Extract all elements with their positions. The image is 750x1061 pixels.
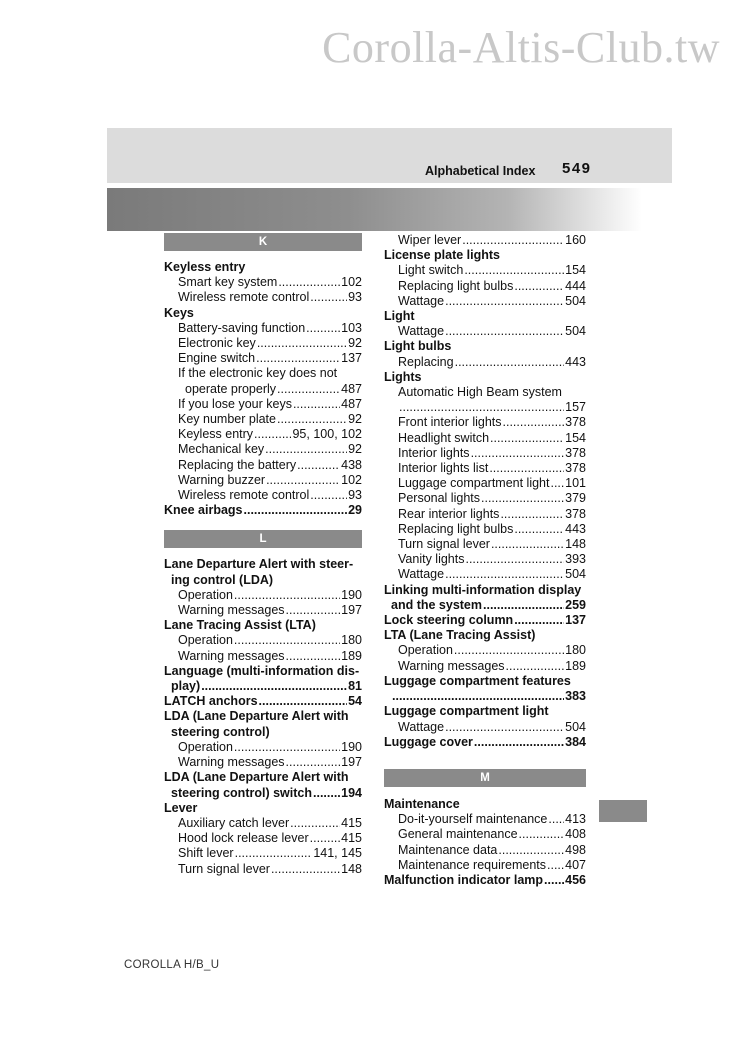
entry-label: Replacing light bulbs xyxy=(398,278,514,293)
entry-label: Replacing xyxy=(398,354,454,369)
index-heading: Lane Departure Alert with steer- xyxy=(164,557,354,572)
entry-label: Interior lights list xyxy=(398,461,489,476)
dot-leader xyxy=(500,507,564,522)
entry-label: Electronic key xyxy=(178,336,256,351)
entry-pages: 498 xyxy=(565,842,586,857)
dot-leader xyxy=(399,400,564,415)
entry-pages: 29 xyxy=(348,503,362,518)
dot-leader xyxy=(548,812,564,827)
index-subentry xyxy=(384,491,586,506)
entry-pages: 378 xyxy=(565,461,586,476)
index-heading: Linking multi-information display xyxy=(384,582,582,597)
entry-label: Warning buzzer xyxy=(178,472,266,487)
dot-leader xyxy=(519,827,565,842)
index-heading: Lights xyxy=(384,369,422,384)
entry-pages: 443 xyxy=(565,521,586,536)
entry-pages: 92 xyxy=(348,412,362,427)
index-heading: Maintenance xyxy=(384,796,460,811)
entry-label: Turn signal lever xyxy=(398,537,490,552)
index-entry xyxy=(384,873,586,888)
entry-pages: 504 xyxy=(565,293,586,308)
entry-label: Luggage compartment light xyxy=(398,476,550,491)
entry-label: and the system xyxy=(391,597,483,612)
entry-label: Knee airbags xyxy=(164,503,243,518)
index-entry xyxy=(384,689,586,704)
index-column-left xyxy=(164,233,362,877)
entry-label: Keyless entry xyxy=(178,427,254,442)
dot-leader xyxy=(544,873,564,888)
dot-leader xyxy=(498,843,564,858)
section-letter-m: M xyxy=(384,769,586,787)
entry-label: Shift lever xyxy=(178,846,234,861)
entry-pages: 383 xyxy=(565,689,586,704)
index-entry xyxy=(384,735,586,750)
index-subentry xyxy=(384,279,586,294)
index-heading: Keys xyxy=(164,305,194,320)
entry-label: Operation xyxy=(178,587,233,602)
entry-label: Front interior lights xyxy=(398,415,502,430)
index-subentry xyxy=(384,355,586,370)
index-heading: ing control (LDA) xyxy=(171,572,274,587)
entry-pages: 415 xyxy=(341,815,362,830)
entry-pages: 141, 145 xyxy=(313,846,362,861)
gradient-band xyxy=(107,188,642,231)
dot-leader xyxy=(455,355,565,370)
index-subentry xyxy=(384,843,586,858)
dot-leader xyxy=(271,862,340,877)
dot-leader xyxy=(491,537,564,552)
page-number: 549 xyxy=(562,160,592,177)
index-subentry xyxy=(384,446,586,461)
entry-pages: 504 xyxy=(565,324,586,339)
index-subentry xyxy=(384,858,586,873)
entry-label: Warning messages xyxy=(178,648,285,663)
dot-leader xyxy=(445,324,564,339)
dot-leader xyxy=(481,491,564,506)
index-heading: Lane Tracing Assist (LTA) xyxy=(164,618,316,633)
index-subentry xyxy=(384,233,586,248)
dot-leader xyxy=(257,336,347,351)
entry-pages: 102 xyxy=(341,275,362,290)
dot-leader xyxy=(445,294,564,309)
index-subentry-text: Automatic High Beam system xyxy=(398,385,562,400)
dot-leader xyxy=(290,816,340,831)
entry-pages: 197 xyxy=(341,603,362,618)
index-heading: Light bulbs xyxy=(384,339,452,354)
index-subentry xyxy=(164,351,362,366)
entry-pages: 102 xyxy=(341,472,362,487)
index-subentry xyxy=(384,827,586,842)
entry-label: Operation xyxy=(178,739,233,754)
entry-pages: 504 xyxy=(565,567,586,582)
dot-leader xyxy=(483,598,564,613)
index-subentry xyxy=(164,473,362,488)
entry-pages: 408 xyxy=(565,827,586,842)
entry-label: Do-it-yourself maintenance xyxy=(398,812,548,827)
index-subentry xyxy=(384,643,586,658)
entry-label: play) xyxy=(171,679,201,694)
entry-label: General maintenance xyxy=(398,827,518,842)
index-subentry xyxy=(164,755,362,770)
index-heading: Language (multi-information dis- xyxy=(164,663,360,678)
entry-label: Hood lock release lever xyxy=(178,831,309,846)
entry-pages: 154 xyxy=(565,263,586,278)
entry-pages: 378 xyxy=(565,445,586,460)
dot-leader xyxy=(310,488,347,503)
dot-leader xyxy=(310,290,347,305)
dot-leader xyxy=(235,846,313,861)
entry-label: Personal lights xyxy=(398,491,480,506)
entry-label: Warning messages xyxy=(178,755,285,770)
entry-label: Warning messages xyxy=(398,658,505,673)
index-subentry xyxy=(164,397,362,412)
dot-leader xyxy=(256,351,340,366)
dot-leader xyxy=(297,458,340,473)
index-subentry xyxy=(164,336,362,351)
entry-pages: 101 xyxy=(565,476,586,491)
entry-label: Luggage cover xyxy=(384,734,473,749)
index-heading: LDA (Lane Departure Alert with xyxy=(164,709,349,724)
dot-leader xyxy=(465,552,564,567)
index-subentry xyxy=(384,522,586,537)
dot-leader xyxy=(547,858,564,873)
index-entry xyxy=(164,786,362,801)
dot-leader xyxy=(266,473,340,488)
index-subentry xyxy=(164,442,362,457)
entry-pages: 378 xyxy=(565,506,586,521)
entry-label: Wattage xyxy=(398,567,445,582)
entry-pages: 93 xyxy=(348,488,362,503)
entry-label: Lock steering column xyxy=(384,613,514,628)
entry-label: Turn signal lever xyxy=(178,861,270,876)
entry-pages: 189 xyxy=(565,658,586,673)
entry-pages: 157 xyxy=(565,400,586,415)
index-column-right xyxy=(384,233,586,888)
dot-leader xyxy=(244,503,348,518)
dot-leader xyxy=(313,786,340,801)
dot-leader xyxy=(259,694,348,709)
entry-pages: 92 xyxy=(348,442,362,457)
entry-pages: 148 xyxy=(341,861,362,876)
entry-pages: 190 xyxy=(341,739,362,754)
index-heading: steering control) xyxy=(171,724,270,739)
dot-leader xyxy=(514,522,564,537)
entry-pages: 487 xyxy=(341,381,362,396)
entry-label: Auxiliary catch lever xyxy=(178,815,290,830)
index-heading: Luggage compartment features xyxy=(384,673,571,688)
dot-leader xyxy=(254,427,291,442)
dot-leader xyxy=(503,415,565,430)
entry-label: Replacing light bulbs xyxy=(398,521,514,536)
dot-leader xyxy=(286,649,341,664)
entry-label: Interior lights xyxy=(398,445,470,460)
dot-leader xyxy=(392,689,564,704)
index-heading: Keyless entry xyxy=(164,260,246,274)
index-subentry xyxy=(164,458,362,473)
index-entry xyxy=(164,694,362,709)
entry-pages: 95, 100, 102 xyxy=(292,427,362,442)
index-heading: License plate lights xyxy=(384,248,501,263)
entry-pages: 384 xyxy=(565,734,586,749)
index-subentry xyxy=(384,324,586,339)
dot-leader xyxy=(277,412,347,427)
entry-label: Wattage xyxy=(398,324,445,339)
entry-pages: 137 xyxy=(565,613,586,628)
dot-leader xyxy=(278,275,340,290)
entry-label: Wattage xyxy=(398,293,445,308)
watermark: Corolla-Altis-Club.tw xyxy=(322,23,720,72)
entry-pages: 443 xyxy=(565,354,586,369)
entry-label: Maintenance data xyxy=(398,842,498,857)
dot-leader xyxy=(514,279,564,294)
entry-label: Rear interior lights xyxy=(398,506,500,521)
entry-label: Battery-saving function xyxy=(178,320,306,335)
entry-pages: 190 xyxy=(341,587,362,602)
entry-label: Mechanical key xyxy=(178,442,265,457)
dot-leader xyxy=(445,567,564,582)
dot-leader xyxy=(462,233,564,248)
dot-leader xyxy=(471,446,565,461)
dot-leader xyxy=(286,755,341,770)
index-subentry xyxy=(164,321,362,336)
index-subentry xyxy=(164,603,362,618)
dot-leader xyxy=(201,679,347,694)
index-subentry xyxy=(384,461,586,476)
entry-label: Operation xyxy=(178,633,233,648)
entry-pages: 378 xyxy=(565,415,586,430)
entry-pages: 93 xyxy=(348,290,362,305)
index-subentry xyxy=(164,412,362,427)
entry-label: Engine switch xyxy=(178,351,256,366)
index-subentry xyxy=(384,537,586,552)
entry-pages: 160 xyxy=(565,233,586,247)
index-subentry xyxy=(164,382,362,397)
index-subentry xyxy=(384,567,586,582)
entry-pages: 197 xyxy=(341,755,362,770)
entry-pages: 379 xyxy=(565,491,586,506)
entry-pages: 180 xyxy=(565,643,586,658)
footer-model-code: COROLLA H/B_U xyxy=(124,959,220,971)
entry-label: Operation xyxy=(398,643,453,658)
index-subentry xyxy=(164,427,362,442)
index-heading: LTA (Lane Tracing Assist) xyxy=(384,628,536,643)
entry-label: Replacing the battery xyxy=(178,457,297,472)
index-subentry xyxy=(164,740,362,755)
entry-label: Wireless remote control xyxy=(178,488,310,503)
index-heading: Light xyxy=(384,309,415,324)
entry-pages: 148 xyxy=(565,537,586,552)
dot-leader xyxy=(506,659,565,674)
index-subentry-text: If the electronic key does not xyxy=(178,366,338,381)
index-heading: Luggage compartment light xyxy=(384,704,549,719)
dot-leader xyxy=(550,476,564,491)
entry-pages: 189 xyxy=(341,648,362,663)
index-subentry xyxy=(164,846,362,861)
entry-label: If you lose your keys xyxy=(178,396,292,411)
entry-pages: 81 xyxy=(348,679,362,694)
entry-pages: 413 xyxy=(565,812,586,827)
entry-pages: 393 xyxy=(565,552,586,567)
index-subentry xyxy=(384,263,586,278)
index-subentry xyxy=(164,862,362,877)
dot-leader xyxy=(464,263,564,278)
dot-leader xyxy=(310,831,341,846)
entry-label: Headlight switch xyxy=(398,430,490,445)
index-subentry xyxy=(384,812,586,827)
entry-pages: 180 xyxy=(341,633,362,648)
entry-label: Wiper lever xyxy=(398,233,462,247)
dot-leader xyxy=(490,431,564,446)
entry-label: Maintenance requirements xyxy=(398,857,546,872)
section-side-tab xyxy=(599,800,647,822)
index-subentry xyxy=(164,275,362,290)
entry-pages: 438 xyxy=(341,457,362,472)
index-entry xyxy=(164,679,362,694)
index-subentry xyxy=(164,816,362,831)
dot-leader xyxy=(265,442,347,457)
dot-leader xyxy=(306,321,340,336)
entry-label: Smart key system xyxy=(178,275,278,290)
entry-pages: 103 xyxy=(341,320,362,335)
index-subentry xyxy=(384,507,586,522)
entry-pages: 487 xyxy=(341,396,362,411)
entry-label: Light switch xyxy=(398,263,464,278)
entry-label: steering control) switch xyxy=(171,785,312,800)
index-entry xyxy=(164,503,362,518)
index-subentry xyxy=(164,588,362,603)
entry-label: LATCH anchors xyxy=(164,694,258,709)
index-subentry xyxy=(384,552,586,567)
dot-leader xyxy=(234,740,340,755)
entry-pages: 194 xyxy=(341,785,362,800)
entry-pages: 444 xyxy=(565,278,586,293)
entry-pages: 154 xyxy=(565,430,586,445)
dot-leader xyxy=(474,735,564,750)
index-subentry xyxy=(384,720,586,735)
entry-pages: 504 xyxy=(565,719,586,734)
entry-pages: 259 xyxy=(565,597,586,612)
entry-label: Wireless remote control xyxy=(178,290,310,305)
entry-label: operate properly xyxy=(185,381,277,396)
entry-label: Malfunction indicator lamp xyxy=(384,872,544,887)
entry-pages: 137 xyxy=(341,351,362,366)
entry-pages: 54 xyxy=(348,694,362,709)
entry-label: Key number plate xyxy=(178,412,276,427)
index-subentry xyxy=(164,488,362,503)
index-subentry xyxy=(384,476,586,491)
dot-leader xyxy=(454,643,564,658)
dot-leader xyxy=(277,382,340,397)
dot-leader xyxy=(445,720,564,735)
entry-label: Vanity lights xyxy=(398,552,465,567)
index-subentry xyxy=(384,400,586,415)
dot-leader xyxy=(489,461,564,476)
index-heading: Lever xyxy=(164,800,198,815)
dot-leader xyxy=(234,633,340,648)
index-subentry xyxy=(164,831,362,846)
dot-leader xyxy=(293,397,340,412)
index-subentry xyxy=(384,415,586,430)
entry-label: Wattage xyxy=(398,719,445,734)
entry-pages: 415 xyxy=(341,831,362,846)
index-heading: LDA (Lane Departure Alert with xyxy=(164,770,349,785)
dot-leader xyxy=(286,603,341,618)
entry-pages: 407 xyxy=(565,857,586,872)
entry-pages: 92 xyxy=(348,336,362,351)
dot-leader xyxy=(234,588,340,603)
index-subentry xyxy=(164,649,362,664)
index-entry xyxy=(384,613,586,628)
page-title: Alphabetical Index xyxy=(425,164,536,178)
entry-pages: 456 xyxy=(565,872,586,887)
index-entry xyxy=(384,598,586,613)
section-letter-l: L xyxy=(164,530,362,548)
index-subentry xyxy=(384,431,586,446)
dot-leader xyxy=(514,613,564,628)
index-subentry xyxy=(164,290,362,305)
index-subentry xyxy=(384,659,586,674)
entry-label: Warning messages xyxy=(178,603,285,618)
index-subentry xyxy=(164,633,362,648)
section-letter-k: K xyxy=(164,233,362,251)
index-subentry xyxy=(384,294,586,309)
